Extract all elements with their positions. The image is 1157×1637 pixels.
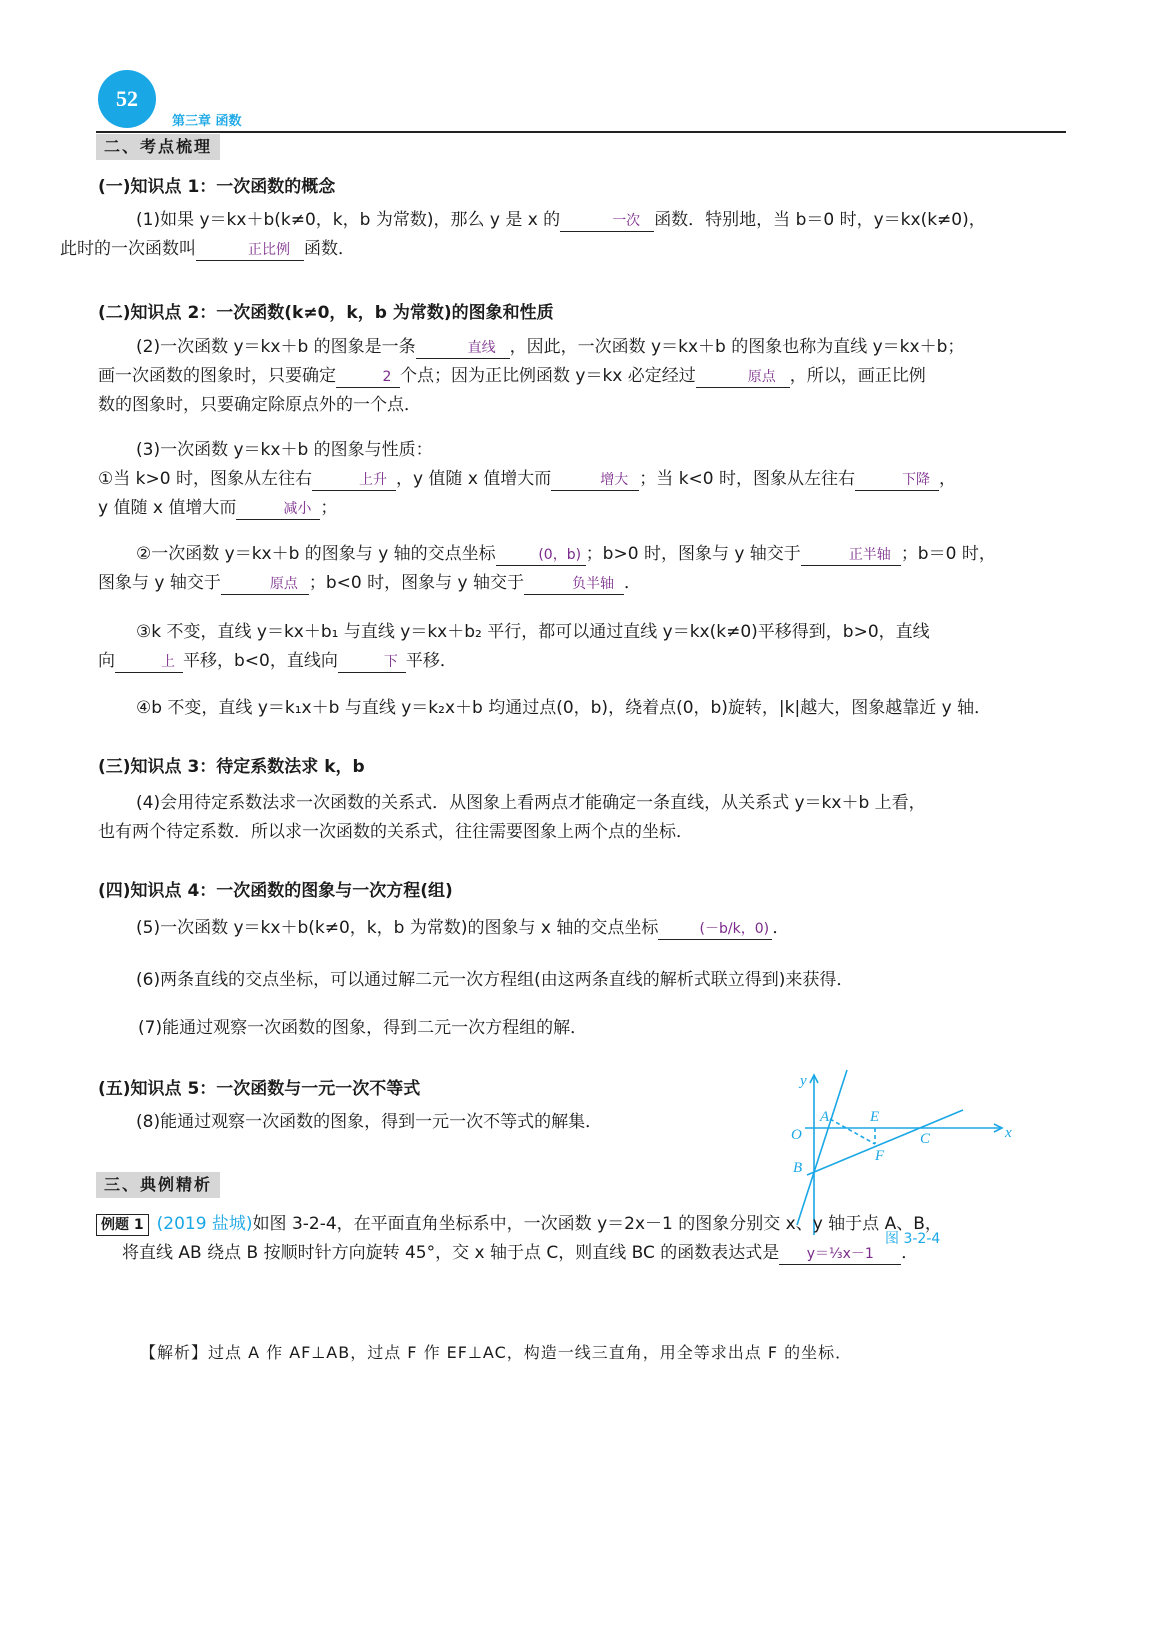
label-y: y xyxy=(800,1073,807,1089)
label-b: B xyxy=(793,1160,803,1176)
answer-blank: 正半轴 xyxy=(801,545,901,566)
answer-blank: y＝⅓x－1 xyxy=(779,1244,901,1265)
answer-blank: 下降 xyxy=(855,470,939,491)
answer-blank: 负半轴 xyxy=(524,574,624,595)
knowledge-point-5-title: (五)知识点 5：一次函数与一元一次不等式 xyxy=(98,1079,421,1099)
label-f: F xyxy=(875,1148,885,1164)
answer-blank: 下 xyxy=(338,652,406,673)
answer-blank: 2 xyxy=(336,367,400,388)
paragraph-4: (4)会用待定系数法求一次函数的关系式．从图象上看两点才能确定一条直线，从关系式 y＝kx＋b 上看， 也有两个待定系数．所以求一次函数的关系式，往往需要图象上两个点的坐标． xyxy=(98,793,926,842)
label-a: A xyxy=(820,1109,830,1125)
label-o: O xyxy=(791,1127,802,1143)
knowledge-point-4-title: (四)知识点 4：一次函数的图象与一次方程(组) xyxy=(98,881,453,901)
knowledge-point-3-title: (三)知识点 3：待定系数法求 k，b xyxy=(98,757,365,777)
line-ab xyxy=(797,1070,847,1225)
section-heading-review: 二、考点梳理 xyxy=(96,134,220,160)
paragraph-3-3: ③k 不变，直线 y＝kx＋b₁ 与直线 y＝kx＋b₂ 平行，都可以通过直线 y＝kx(k≠0)平移得到，b>0，直线 向 上 平移，b<0，直线向 下 平移． xyxy=(98,622,930,671)
paragraph-3-2: ②一次函数 y＝kx＋b 的图象与 y 轴的交点坐标 (0，b) ；b>0 时，图象与 y 轴交于 正半轴 ；b＝0 时， 图象与 y 轴交于 原点 ；b<0 时，图象与 y 轴交于 负半轴 ． xyxy=(98,544,996,593)
paragraph-3: (3)一次函数 y＝kx＋b 的图象与性质： ①当 k>0 时，图象从左往右 上升 ，y 值随 x 值增大而 增大 ；当 k<0 时，图象从左往右 下降 ， y 值随 x 值增大而 减小 ； xyxy=(98,440,957,518)
chapter-title: 第三章 函数 xyxy=(172,114,242,129)
paragraph-6: (6)两条直线的交点坐标，可以通过解二元一次方程组(由这两条直线的解析式联立得到)来获得． xyxy=(136,970,854,990)
example-tag: 例题 1 xyxy=(96,1214,149,1236)
example-source: (2019 盐城) xyxy=(156,1214,253,1234)
answer-blank: 减小 xyxy=(236,499,320,520)
paragraph-1: (1)如果 y＝kx＋b(k≠0，k，b 为常数)，那么 y 是 x 的 一次 函数．特别地，当 b＝0 时，y＝kx(k≠0)， 此时的一次函数叫 正比例 函数． xyxy=(60,210,986,259)
paragraph-2: (2)一次函数 y＝kx＋b 的图象是一条 直线 ，因此，一次函数 y＝kx＋b 的图象也称为直线 y＝kx＋b； 画一次函数的图象时，只要确定 2 个点；因为正比例函数 y＝kx 必定经过 原点 ，所以，画正比例 数的图象时，只要确定除原点外的一个点． xyxy=(98,337,965,415)
paragraph-8: (8)能通过观察一次函数的图象，得到一元一次不等式的解集． xyxy=(136,1112,603,1132)
answer-blank: 原点 xyxy=(696,367,790,388)
section-heading-examples: 三、典例精析 xyxy=(96,1172,220,1198)
answer-blank: 增大 xyxy=(551,470,639,491)
label-c: C xyxy=(920,1131,931,1147)
header-rule xyxy=(96,131,1066,133)
answer-blank: 一次 xyxy=(560,211,654,232)
answer-blank: 原点 xyxy=(221,574,309,595)
answer-blank: (－b/k，0) xyxy=(658,919,772,940)
answer-blank: 上 xyxy=(115,652,183,673)
label-x: x xyxy=(1005,1125,1012,1141)
page-number: 52 xyxy=(98,70,156,128)
answer-blank: 正比例 xyxy=(196,240,304,261)
answer-blank: 直线 xyxy=(416,338,510,359)
knowledge-point-2-title: (二)知识点 2：一次函数(k≠0，k，b 为常数)的图象和性质 xyxy=(98,303,554,323)
paragraph-3-4: ④b 不变，直线 y＝k₁x＋b 与直线 y＝k₂x＋b 均通过点(0，b)，绕着点(0，b)旋转，|k|越大，图象越靠近 y 轴． xyxy=(136,698,992,718)
answer-blank: (0，b) xyxy=(496,545,586,566)
figure-caption: 图 3-2-4 xyxy=(885,1231,941,1247)
paragraph-7: (7)能通过观察一次函数的图象，得到二元一次方程组的解． xyxy=(138,1018,588,1038)
segment-af xyxy=(830,1119,875,1144)
analysis-text: 【解析】过点 A 作 AF⊥AB，过点 F 作 EF⊥AC，构造一线三直角，用全等求出点 F 的坐标． xyxy=(140,1343,853,1362)
paragraph-5: (5)一次函数 y＝kx＋b(k≠0，k，b 为常数)的图象与 x 轴的交点坐标 (－b/k，0) ． xyxy=(136,918,790,938)
example-1: 例题 1 (2019 盐城)如图 3-2-4，在平面直角坐标系中，一次函数 y＝2x－1 的图象分别交 x、y 轴于点 A、B， 将直线 AB 绕点 B 按顺时针方向旋转 45°，交 x 轴于点 C，则直线 BC 的函数表达式是 y＝⅓x－1 ． xyxy=(96,1210,1062,1268)
label-e: E xyxy=(870,1109,880,1125)
knowledge-point-1-title: (一)知识点 1：一次函数的概念 xyxy=(98,177,336,197)
answer-blank: 上升 xyxy=(312,470,396,491)
